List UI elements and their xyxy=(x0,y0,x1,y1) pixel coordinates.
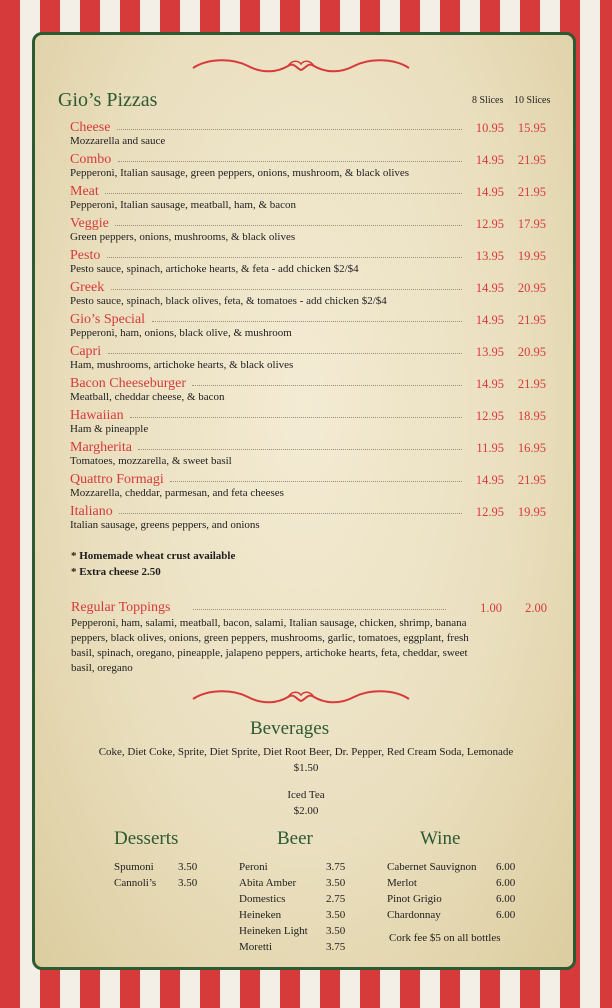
pizza-item xyxy=(70,120,560,152)
pizza-description: Mozzarella and sauce xyxy=(70,135,166,147)
price-10-slices: 21.95 xyxy=(517,313,546,327)
pizza-name: Meat xyxy=(70,184,99,199)
pizza-name: Italiano xyxy=(70,504,113,519)
item-price: 3.50 xyxy=(326,909,346,921)
price-10-slices: 21.95 xyxy=(517,185,546,199)
item-name: Domestics xyxy=(239,893,286,905)
pizza-description: Italian sausage, greens peppers, and onions xyxy=(70,519,260,531)
list-item xyxy=(387,909,527,925)
beverages-price: $1.50 xyxy=(293,762,319,774)
dot-leader xyxy=(170,481,462,482)
item-price: 6.00 xyxy=(496,861,516,873)
pizza-name: Quattro Formagi xyxy=(70,472,164,487)
item-price: 3.50 xyxy=(326,877,346,889)
wheat-crust-note: * Homemade wheat crust available xyxy=(71,550,236,562)
desserts-list xyxy=(114,861,209,893)
list-item xyxy=(239,861,354,877)
list-item xyxy=(239,893,354,909)
middle-flourish-ornament xyxy=(188,689,414,709)
item-name: Merlot xyxy=(387,877,417,889)
toppings-price-10: 2.00 xyxy=(525,601,547,615)
price-8-slices: 14.95 xyxy=(475,281,504,295)
pizza-item xyxy=(70,248,560,280)
item-price: 3.50 xyxy=(178,861,198,873)
item-name: Heineken xyxy=(239,909,282,921)
dot-leader xyxy=(130,417,462,418)
beverages-title: Beverages xyxy=(250,718,330,739)
pizza-description: Tomatoes, mozzarella, & sweet basil xyxy=(70,455,232,467)
price-10-slices: 20.95 xyxy=(517,281,546,295)
pizza-name: Bacon Cheeseburger xyxy=(70,376,186,391)
item-price: 6.00 xyxy=(496,877,516,889)
pizza-description: Ham & pineapple xyxy=(70,423,149,435)
list-item xyxy=(239,941,354,957)
price-10-slices: 18.95 xyxy=(517,409,546,423)
price-10-slices: 19.95 xyxy=(517,505,546,519)
dot-leader xyxy=(192,385,462,386)
eight-slices-header: 8 Slices xyxy=(472,95,504,106)
top-flourish-ornament xyxy=(188,58,414,78)
price-8-slices: 12.95 xyxy=(475,217,504,231)
extra-cheese-note: * Extra cheese 2.50 xyxy=(71,566,161,578)
pizza-item xyxy=(70,472,560,504)
price-8-slices: 14.95 xyxy=(475,153,504,167)
pizza-name: Margherita xyxy=(70,440,132,455)
ten-slices-header: 10 Slices xyxy=(514,95,551,106)
list-item xyxy=(387,893,527,909)
pizza-description: Pepperoni, Italian sausage, meatball, ham, & bacon xyxy=(70,199,297,211)
dot-leader xyxy=(111,289,462,290)
price-10-slices: 16.95 xyxy=(517,441,546,455)
pizza-name: Greek xyxy=(70,280,105,295)
cork-fee-note: Cork fee $5 on all bottles xyxy=(389,932,501,944)
list-item xyxy=(239,925,354,941)
dot-leader xyxy=(107,257,462,258)
item-price: 3.50 xyxy=(178,877,198,889)
list-item xyxy=(239,909,354,925)
pizza-item xyxy=(70,440,560,472)
pizza-item xyxy=(70,152,560,184)
price-10-slices: 15.95 xyxy=(517,121,546,135)
pizza-name: Hawaiian xyxy=(70,408,124,423)
price-8-slices: 12.95 xyxy=(475,505,504,519)
toppings-price-8: 1.00 xyxy=(480,601,502,615)
pizza-item xyxy=(70,280,560,312)
item-price: 6.00 xyxy=(496,909,516,921)
item-name: Cannoli’s xyxy=(114,877,157,889)
pizza-item xyxy=(70,504,560,536)
pizza-item xyxy=(70,408,560,440)
item-name: Cabernet Sauvignon xyxy=(387,861,477,873)
pizza-item xyxy=(70,344,560,376)
list-item xyxy=(387,861,527,877)
item-price: 3.75 xyxy=(326,941,346,953)
wine-title: Wine xyxy=(420,828,461,849)
pizza-description: Mozzarella, cheddar, parmesan, and feta cheeses xyxy=(70,487,284,499)
price-10-slices: 21.95 xyxy=(517,153,546,167)
price-10-slices: 20.95 xyxy=(517,345,546,359)
pizza-name: Gio’s Special xyxy=(70,312,146,327)
item-name: Peroni xyxy=(239,861,268,873)
pizza-description: Green peppers, onions, mushrooms, & black olives xyxy=(70,231,296,243)
item-price: 3.75 xyxy=(326,861,346,873)
price-10-slices: 17.95 xyxy=(517,217,546,231)
list-item xyxy=(239,877,354,893)
pizza-item xyxy=(70,312,560,344)
price-8-slices: 12.95 xyxy=(475,409,504,423)
price-8-slices: 14.95 xyxy=(475,473,504,487)
pizza-name: Veggie xyxy=(70,216,109,231)
toppings-dot-leader xyxy=(193,609,446,610)
dot-leader xyxy=(115,225,462,226)
item-price: 6.00 xyxy=(496,893,516,905)
pizza-description: Meatball, cheddar cheese, & bacon xyxy=(70,391,225,403)
item-price: 2.75 xyxy=(326,893,346,905)
list-item xyxy=(114,877,209,893)
price-10-slices: 21.95 xyxy=(517,473,546,487)
pizza-name: Cheese xyxy=(70,120,111,135)
pizza-menu-title: Gio’s Pizzas xyxy=(58,89,158,111)
dot-leader xyxy=(138,449,462,450)
dot-leader xyxy=(108,353,462,354)
price-8-slices: 14.95 xyxy=(475,185,504,199)
pizza-name: Combo xyxy=(70,152,112,167)
beer-title: Beer xyxy=(277,828,313,849)
item-name: Moretti xyxy=(239,941,272,953)
beverages-list: Coke, Diet Coke, Sprite, Diet Sprite, Diet Root Beer, Dr. Pepper, Red Cream Soda, Lemonade xyxy=(98,746,514,758)
pizza-item xyxy=(70,184,560,216)
dot-leader xyxy=(117,129,462,130)
price-10-slices: 21.95 xyxy=(517,377,546,391)
list-item xyxy=(114,861,209,877)
toppings-description: Pepperoni, ham, salami, meatball, bacon, salami, Italian sausage, chicken, shrimp, banana peppers, black olives, onions, green peppers, mushrooms, garlic, tomatoes, eggplant, fresh basil, spinach, oregano, pineapple, jalapeno peppers, artichoke hearts, feta, cheddar, sweet basil, oregano xyxy=(71,617,469,674)
price-8-slices: 13.95 xyxy=(475,345,504,359)
pizza-item xyxy=(70,216,560,248)
list-item xyxy=(387,877,527,893)
price-8-slices: 14.95 xyxy=(475,377,504,391)
desserts-title: Desserts xyxy=(114,828,179,849)
price-8-slices: 13.95 xyxy=(475,249,504,263)
item-name: Heineken Light xyxy=(239,925,308,937)
pizza-description: Ham, mushrooms, artichoke hearts, & black olives xyxy=(70,359,294,371)
pizza-description: Pesto sauce, spinach, black olives, feta, & tomatoes - add chicken $2/$4 xyxy=(70,295,387,307)
beer-list xyxy=(239,861,354,957)
item-name: Pinot Grigio xyxy=(387,893,442,905)
dot-leader xyxy=(152,321,462,322)
price-10-slices: 19.95 xyxy=(517,249,546,263)
item-name: Abita Amber xyxy=(239,877,297,889)
dot-leader xyxy=(119,513,462,514)
pizza-description: Pesto sauce, spinach, artichoke hearts, & feta - add chicken $2/$4 xyxy=(70,263,359,275)
item-name: Chardonnay xyxy=(387,909,441,921)
dot-leader xyxy=(105,193,462,194)
price-8-slices: 10.95 xyxy=(475,121,504,135)
pizza-name: Pesto xyxy=(70,248,101,263)
pizza-item xyxy=(70,376,560,408)
item-name: Spumoni xyxy=(114,861,154,873)
toppings-name: Regular Toppings xyxy=(71,600,171,615)
wine-list xyxy=(387,861,527,925)
dot-leader xyxy=(118,161,462,162)
price-8-slices: 14.95 xyxy=(475,313,504,327)
pizza-description: Pepperoni, Italian sausage, green peppers, onions, mushroom, & black olives xyxy=(70,167,410,179)
pizza-name: Capri xyxy=(70,344,102,359)
iced-tea-price: $2.00 xyxy=(293,805,319,817)
pizza-description: Pepperoni, ham, onions, black olive, & mushroom xyxy=(70,327,292,339)
price-8-slices: 11.95 xyxy=(476,441,504,455)
iced-tea-label: Iced Tea xyxy=(287,789,325,801)
item-price: 3.50 xyxy=(326,925,346,937)
